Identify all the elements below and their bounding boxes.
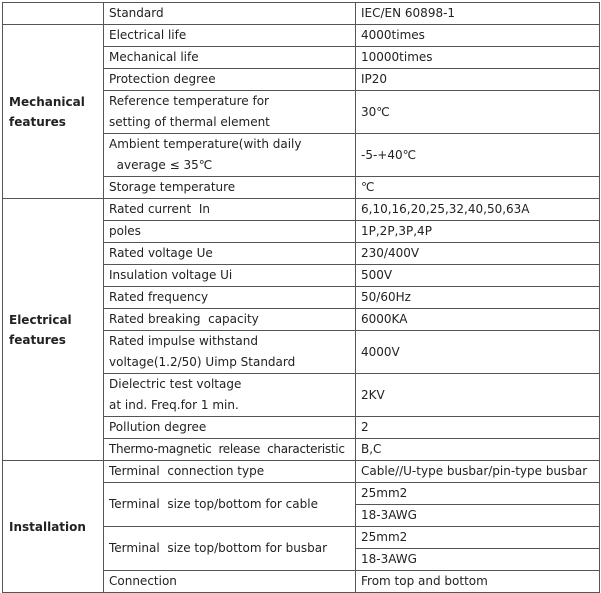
param-line: setting of thermal element [109,115,270,129]
spec-table [2,2,600,593]
param-line: Rated impulse withstand [109,334,258,348]
param-line: average ≤ 35℃ [109,158,213,172]
value-cell: 2 [356,417,600,439]
param-cell [104,374,356,417]
param-cell: Rated current In [104,199,356,221]
value-cell: 18-3AWG [356,505,600,527]
value-cell: 4000times [356,25,600,47]
param-cell: Electrical life [104,25,356,47]
param-cell: Rated voltage Ue [104,243,356,265]
param-cell [104,331,356,374]
value-cell: 500V [356,265,600,287]
value-cell: From top and bottom [356,571,600,593]
param-cell: Rated frequency [104,287,356,309]
param-cell: poles [104,221,356,243]
value-cell: 1P,2P,3P,4P [356,221,600,243]
param-line: voltage(1.2/50) Uimp Standard [109,355,296,369]
param-line: at ind. Freq.for 1 min. [109,398,239,412]
table-row [3,25,600,47]
value-cell: -5-+40℃ [356,134,600,177]
param-cell: Thermo-magnetic release characteristic [104,439,356,461]
value-cell: 2KV [356,374,600,417]
value-cell: 25mm2 [356,527,600,549]
value-cell: B,C [356,439,600,461]
param-cell: Rated breaking capacity [104,309,356,331]
value-cell: 25mm2 [356,483,600,505]
value-cell: 4000V [356,331,600,374]
table-row [3,199,600,221]
param-cell: Standard [104,3,356,25]
param-cell: Pollution degree [104,417,356,439]
param-cell: Terminal size top/bottom for busbar [104,527,356,571]
value-cell: 50/60Hz [356,287,600,309]
value-cell: IEC/EN 60898-1 [356,3,600,25]
group-electrical: Electrical features [3,199,104,461]
param-line: Dielectric test voltage [109,377,242,391]
value-cell: 230/400V [356,243,600,265]
table-row [3,461,600,483]
group-mechanical: Mechanical features [3,25,104,199]
group-installation: Installation [3,461,104,593]
value-cell: 10000times [356,47,600,69]
value-cell: 30℃ [356,91,600,134]
table-row [3,3,600,25]
value-cell: IP20 [356,69,600,91]
empty-cell [3,3,104,25]
value-cell: 6,10,16,20,25,32,40,50,63A [356,199,600,221]
param-line: Reference temperature for [109,94,269,108]
value-cell: ℃ [356,177,600,199]
param-line: Ambient temperature(with daily [109,137,302,151]
param-cell: Storage temperature [104,177,356,199]
param-cell: Connection [104,571,356,593]
param-cell: Insulation voltage Ui [104,265,356,287]
param-cell: Mechanical life [104,47,356,69]
param-cell [104,91,356,134]
value-cell: Cable//U-type busbar/pin-type busbar [356,461,600,483]
param-cell: Terminal connection type [104,461,356,483]
value-cell: 18-3AWG [356,549,600,571]
value-cell: 6000KA [356,309,600,331]
param-cell [104,134,356,177]
param-cell: Terminal size top/bottom for cable [104,483,356,527]
param-cell: Protection degree [104,69,356,91]
